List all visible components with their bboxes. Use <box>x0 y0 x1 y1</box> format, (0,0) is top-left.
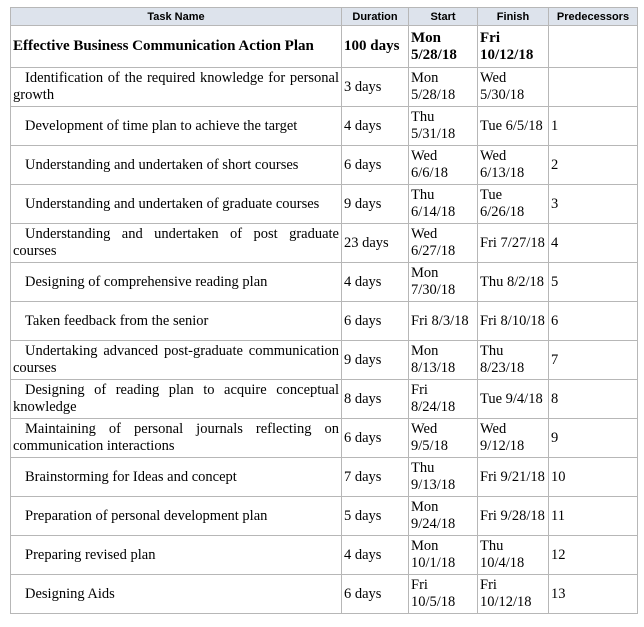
task-predecessors: 4 <box>549 224 638 263</box>
task-start: Mon 8/13/18 <box>409 341 478 380</box>
task-name: Understanding and undertaken of short courses <box>11 146 342 185</box>
task-name: Designing of comprehensive reading plan <box>11 263 342 302</box>
task-finish: Tue 6/5/18 <box>478 107 549 146</box>
task-row[interactable] <box>11 536 638 575</box>
task-duration: 4 days <box>342 263 409 302</box>
header-start[interactable]: Start <box>409 8 478 26</box>
task-row[interactable] <box>11 107 638 146</box>
summary-task-name: Effective Business Communication Action Plan <box>11 26 342 68</box>
header-task-name[interactable]: Task Name <box>11 8 342 26</box>
header-row <box>11 8 638 26</box>
task-name: Preparing revised plan <box>11 536 342 575</box>
task-schedule-table <box>10 7 638 614</box>
task-row[interactable] <box>11 380 638 419</box>
task-finish: Tue 6/26/18 <box>478 185 549 224</box>
task-row[interactable] <box>11 575 638 614</box>
task-row[interactable] <box>11 68 638 107</box>
task-name: Designing of reading plan to acquire conceptual knowledge <box>11 380 342 419</box>
task-predecessors <box>549 68 638 107</box>
task-predecessors: 8 <box>549 380 638 419</box>
task-finish: Fri 10/12/18 <box>478 575 549 614</box>
task-duration: 9 days <box>342 341 409 380</box>
task-start: Fri 8/24/18 <box>409 380 478 419</box>
task-predecessors: 3 <box>549 185 638 224</box>
task-start: Thu 9/13/18 <box>409 458 478 497</box>
task-name: Understanding and undertaken of graduate courses <box>11 185 342 224</box>
task-name: Brainstorming for Ideas and concept <box>11 458 342 497</box>
task-start: Mon 10/1/18 <box>409 536 478 575</box>
task-start: Thu 5/31/18 <box>409 107 478 146</box>
task-row[interactable] <box>11 185 638 224</box>
task-start: Thu 6/14/18 <box>409 185 478 224</box>
task-name: Understanding and undertaken of post graduate courses <box>11 224 342 263</box>
task-name: Taken feedback from the senior <box>11 302 342 341</box>
task-predecessors: 13 <box>549 575 638 614</box>
task-start: Fri 8/3/18 <box>409 302 478 341</box>
task-name: Designing Aids <box>11 575 342 614</box>
task-finish: Wed 9/12/18 <box>478 419 549 458</box>
summary-start: Mon 5/28/18 <box>409 26 478 68</box>
task-start: Mon 5/28/18 <box>409 68 478 107</box>
header-predecessors[interactable]: Predecessors <box>549 8 638 26</box>
task-predecessors: 9 <box>549 419 638 458</box>
task-name: Preparation of personal development plan <box>11 497 342 536</box>
task-start: Mon 7/30/18 <box>409 263 478 302</box>
task-row[interactable] <box>11 419 638 458</box>
task-start: Wed 9/5/18 <box>409 419 478 458</box>
task-row[interactable] <box>11 497 638 536</box>
task-finish: Fri 9/21/18 <box>478 458 549 497</box>
task-duration: 4 days <box>342 107 409 146</box>
task-duration: 6 days <box>342 575 409 614</box>
summary-predecessors <box>549 26 638 68</box>
task-duration: 6 days <box>342 146 409 185</box>
task-name: Maintaining of personal journals reflecting on communication interactions <box>11 419 342 458</box>
task-finish: Thu 8/23/18 <box>478 341 549 380</box>
task-start: Fri 10/5/18 <box>409 575 478 614</box>
task-duration: 9 days <box>342 185 409 224</box>
task-finish: Fri 8/10/18 <box>478 302 549 341</box>
summary-finish: Fri 10/12/18 <box>478 26 549 68</box>
task-predecessors: 12 <box>549 536 638 575</box>
task-row[interactable] <box>11 302 638 341</box>
task-predecessors: 11 <box>549 497 638 536</box>
task-row[interactable] <box>11 224 638 263</box>
task-finish: Wed 5/30/18 <box>478 68 549 107</box>
task-row[interactable] <box>11 458 638 497</box>
task-row[interactable] <box>11 146 638 185</box>
task-finish: Thu 8/2/18 <box>478 263 549 302</box>
task-start: Wed 6/27/18 <box>409 224 478 263</box>
task-predecessors: 5 <box>549 263 638 302</box>
task-duration: 6 days <box>342 302 409 341</box>
header-duration[interactable]: Duration <box>342 8 409 26</box>
task-finish: Tue 9/4/18 <box>478 380 549 419</box>
task-predecessors: 1 <box>549 107 638 146</box>
task-finish: Fri 7/27/18 <box>478 224 549 263</box>
task-row[interactable] <box>11 263 638 302</box>
task-finish: Wed 6/13/18 <box>478 146 549 185</box>
task-duration: 5 days <box>342 497 409 536</box>
task-finish: Fri 9/28/18 <box>478 497 549 536</box>
task-predecessors: 10 <box>549 458 638 497</box>
task-duration: 4 days <box>342 536 409 575</box>
header-finish[interactable]: Finish <box>478 8 549 26</box>
task-duration: 8 days <box>342 380 409 419</box>
task-predecessors: 2 <box>549 146 638 185</box>
summary-duration: 100 days <box>342 26 409 68</box>
task-finish: Thu 10/4/18 <box>478 536 549 575</box>
task-start: Wed 6/6/18 <box>409 146 478 185</box>
task-name: Identification of the required knowledge for personal growth <box>11 68 342 107</box>
task-duration: 23 days <box>342 224 409 263</box>
task-name: Development of time plan to achieve the target <box>11 107 342 146</box>
task-start: Mon 9/24/18 <box>409 497 478 536</box>
task-row[interactable] <box>11 341 638 380</box>
task-predecessors: 7 <box>549 341 638 380</box>
task-duration: 7 days <box>342 458 409 497</box>
task-name: Undertaking advanced post-graduate communication courses <box>11 341 342 380</box>
task-duration: 6 days <box>342 419 409 458</box>
task-predecessors: 6 <box>549 302 638 341</box>
task-duration: 3 days <box>342 68 409 107</box>
summary-task-row[interactable] <box>11 26 638 68</box>
